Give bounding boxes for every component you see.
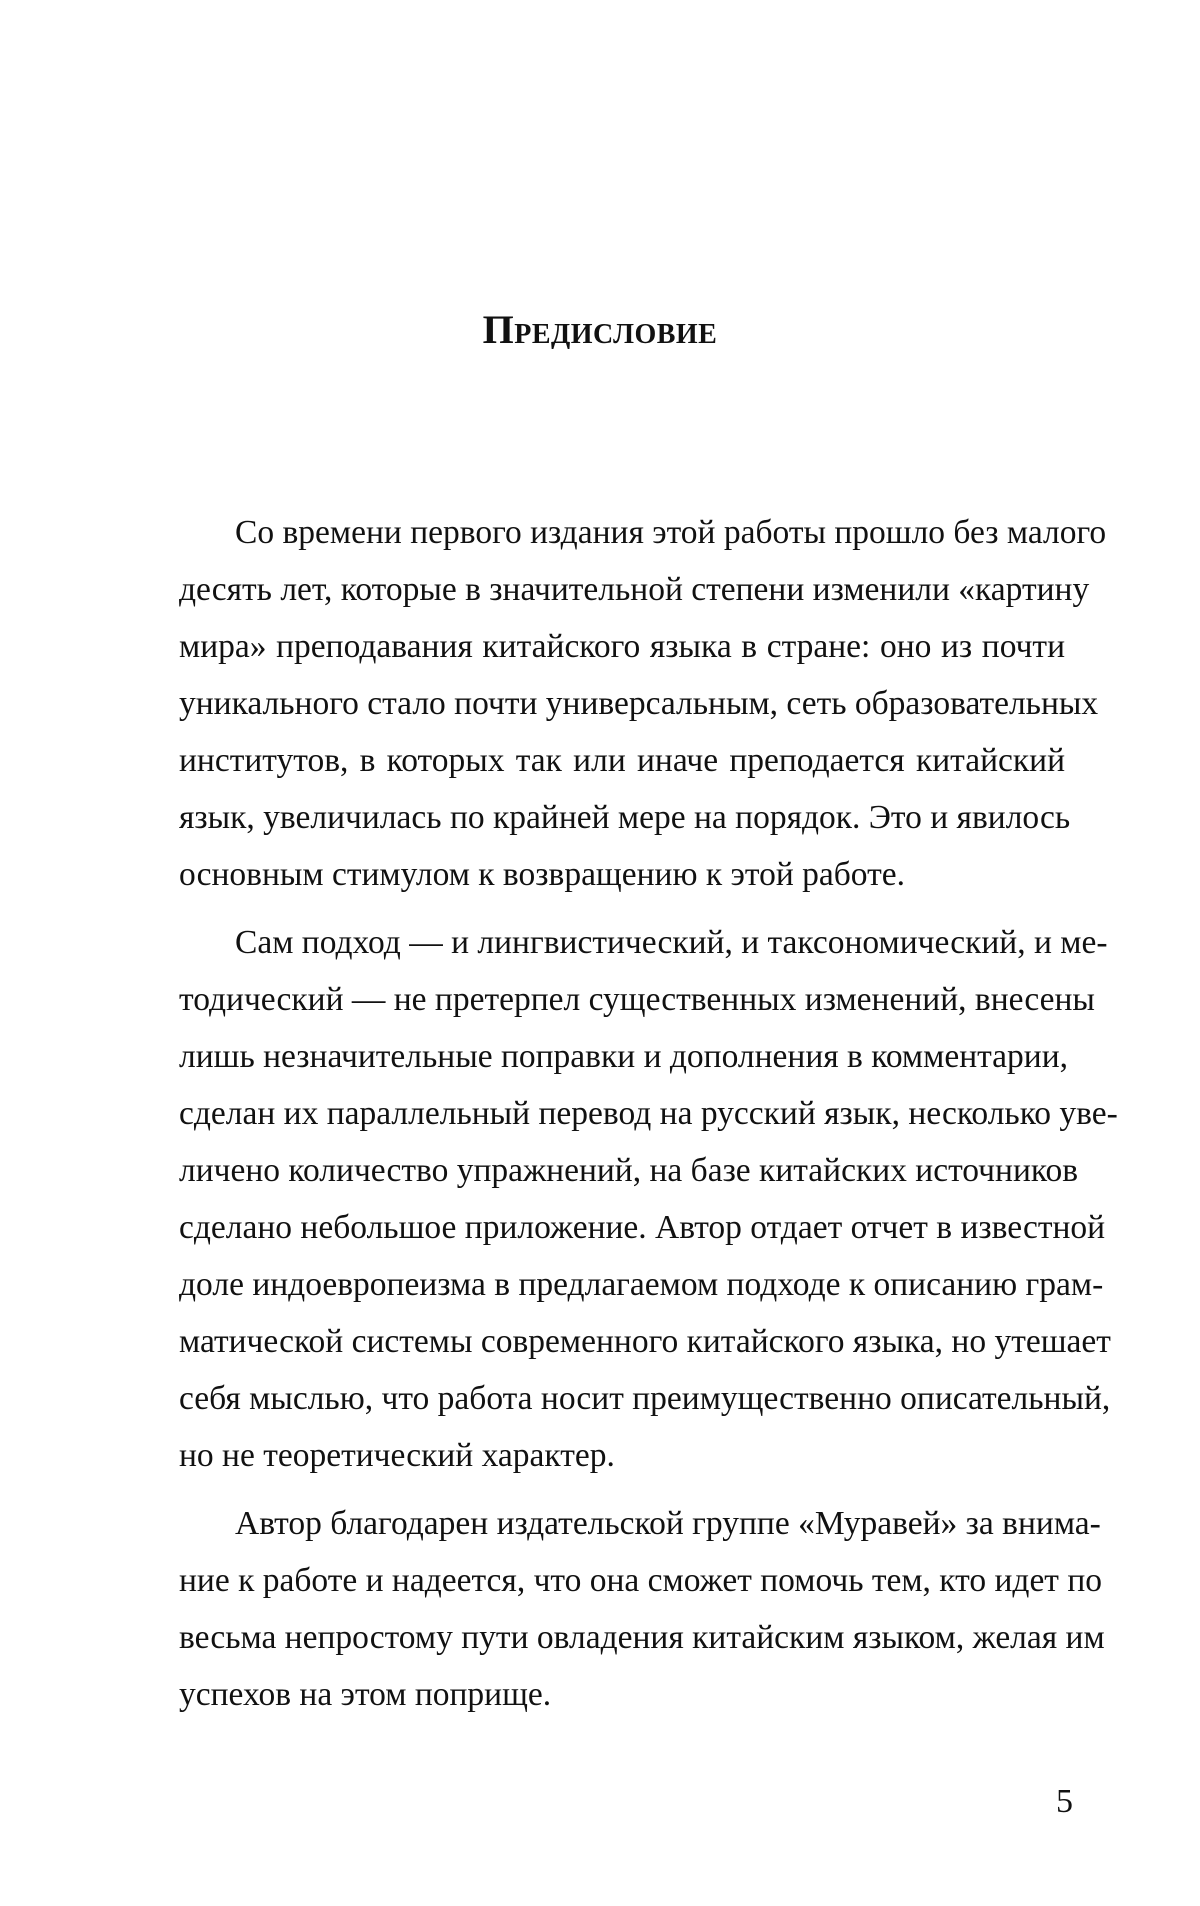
text-line: Автор благодарен издательской группе «Муравей» за внима- — [235, 1505, 1101, 1542]
text-line: основным стимулом к возвращению к этой работе. — [179, 856, 905, 893]
text-line: Со времени первого издания этой работы прошло без малого — [235, 514, 1107, 551]
text-line: мира» преподавания китайского языка в стране: оно из почти — [179, 628, 1065, 665]
text-line: себя мыслью, что работа носит преимущественно описательный, — [179, 1380, 1111, 1417]
page-title: Предисловие — [482, 307, 718, 352]
text-line: матической системы современного китайского языка, но утешает — [179, 1323, 1111, 1360]
text-line: язык, увеличилась по крайней мере на порядок. Это и явилось — [179, 799, 1071, 836]
text-line: личено количество упражнений, на базе китайских источников — [179, 1152, 1079, 1189]
text-line: уникального стало почти универсальным, сеть образовательных — [179, 685, 1099, 722]
text-line: тодический — не претерпел существенных изменений, внесены — [179, 981, 1095, 1018]
page-number: 5 — [1056, 1783, 1073, 1820]
text-line: сделано небольшое приложение. Автор отдает отчет в известной — [179, 1209, 1106, 1246]
paragraph-3 — [123, 1495, 1105, 1723]
text-line: весьма непростому пути овладения китайским языком, желая им — [179, 1619, 1105, 1656]
text-line: лишь незначительные поправки и дополнения в комментарии, — [179, 1038, 1069, 1075]
paragraph-2 — [123, 914, 1118, 1484]
text-line: но не теоретический характер. — [179, 1437, 615, 1474]
text-line: Сам подход — и лингвистический, и таксономический, и ме- — [235, 924, 1108, 961]
text-line: доле индоевропеизма в предлагаемом подходе к описанию грам- — [179, 1266, 1104, 1303]
text-line: десять лет, которые в значительной степени изменили «картину — [179, 571, 1090, 608]
text-line: ние к работе и надеется, что она сможет помочь тем, кто идет по — [179, 1562, 1103, 1599]
paragraph-1 — [123, 504, 1107, 903]
text-line: институтов, в которых так или иначе преподается китайский — [179, 742, 1065, 779]
text-line: сделан их параллельный перевод на русский язык, несколько уве- — [179, 1095, 1118, 1132]
text-line: успехов на этом поприще. — [179, 1676, 552, 1713]
preface-body — [123, 504, 1118, 1734]
